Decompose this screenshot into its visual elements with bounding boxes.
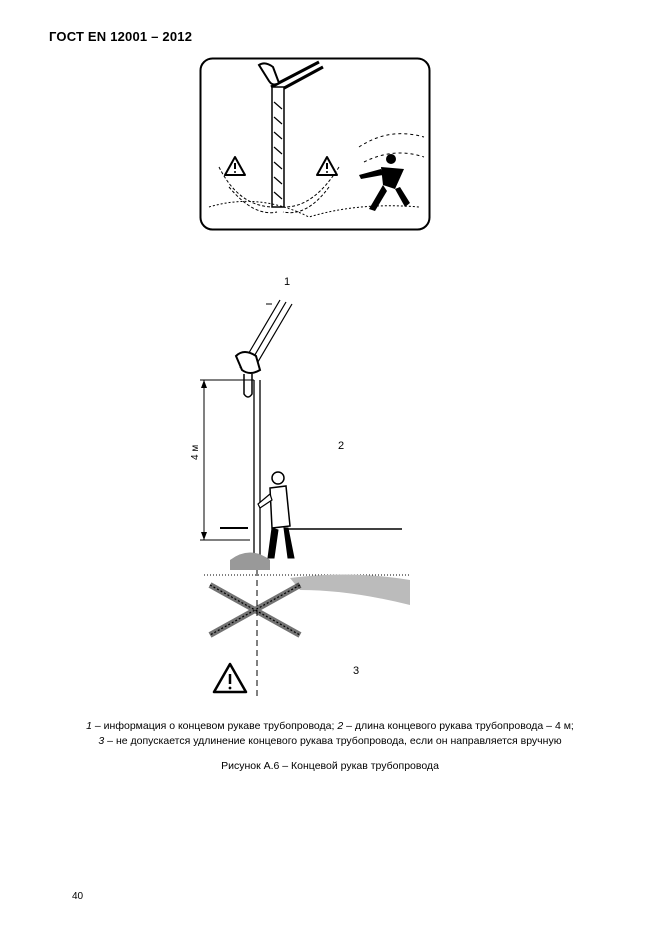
figure-legend: [40, 719, 620, 749]
legend-text-3: – не допускается удлинение концевого рукава трубопровода, если он направляется вручную: [104, 735, 562, 747]
legend-line-1: [40, 719, 620, 734]
callout-2: 2: [338, 440, 345, 452]
legend-text-2: – длина концевого рукава трубопровода – 4 м;: [343, 720, 574, 732]
document-header: ГОСТ EN 12001 – 2012: [49, 29, 193, 44]
callout-1: 1: [284, 276, 291, 288]
hose-danger-illustration: [199, 57, 431, 231]
legend-num-1: 1: [86, 720, 92, 732]
figure-caption: Рисунок А.6 – Концевой рукав трубопровода: [221, 760, 439, 772]
legend-num-2: 2: [337, 720, 344, 732]
callout-3: 3: [353, 665, 360, 677]
warning-triangle-icon: [214, 664, 246, 692]
dimension-label: 4 м: [190, 444, 201, 460]
legend-line-2: [40, 734, 620, 749]
legend-num-3: 3: [98, 735, 105, 747]
page-number: 40: [72, 891, 84, 902]
legend-text-1: – информация о концевом рукаве трубопровода;: [92, 720, 338, 732]
end-hose-dimension-diagram: [180, 290, 420, 710]
worker-figure: [258, 472, 294, 558]
